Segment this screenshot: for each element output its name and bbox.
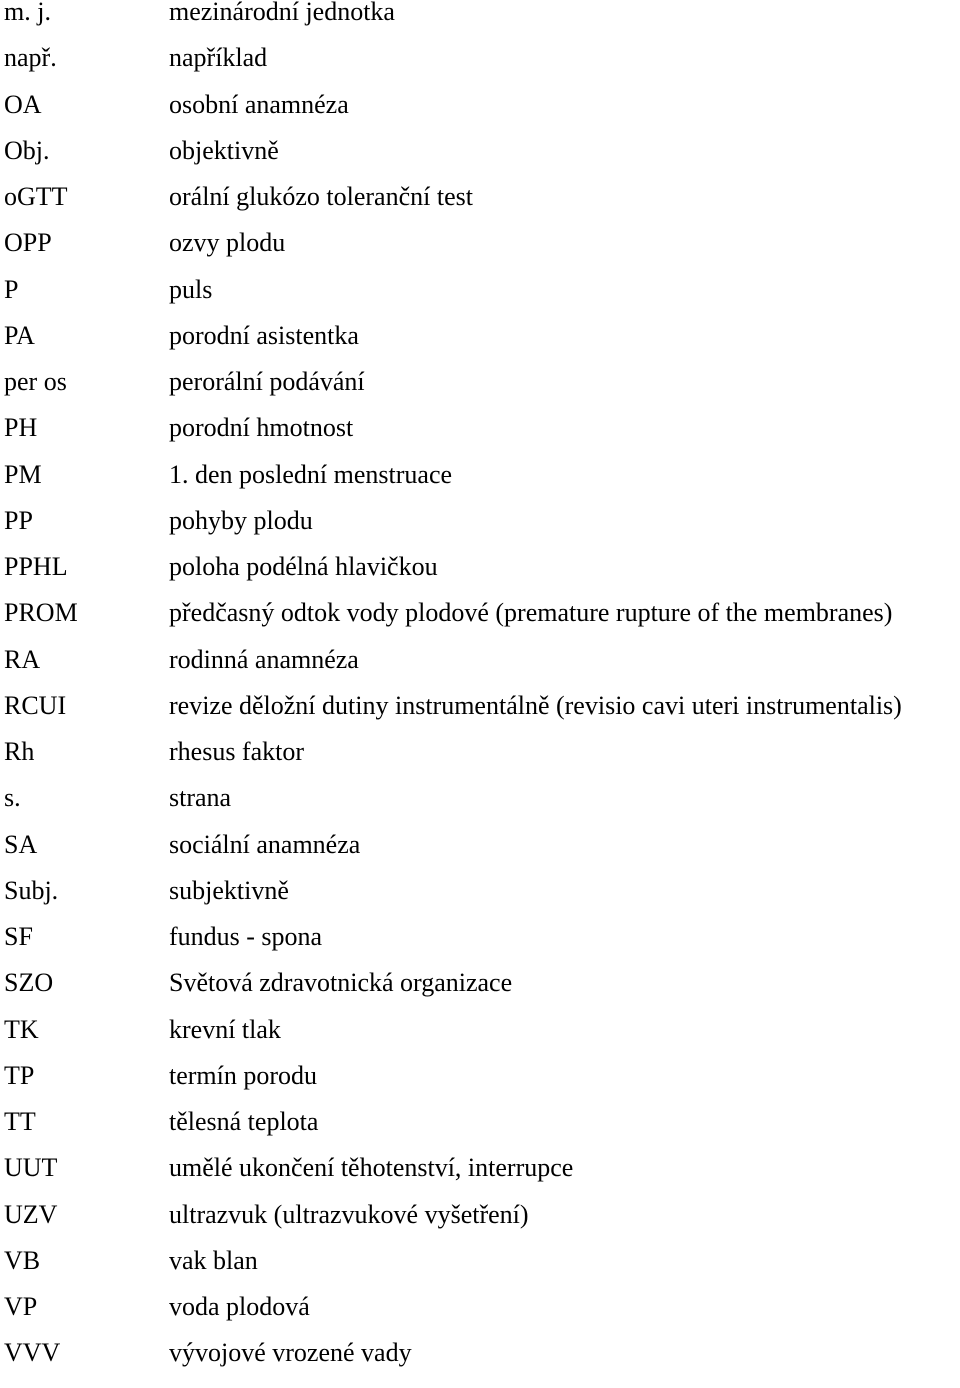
abbreviation-row xyxy=(0,182,960,231)
abbreviation-meaning: mezinárodní jednotka xyxy=(169,0,395,26)
abbreviation-row xyxy=(0,1338,960,1387)
abbreviation-row xyxy=(0,43,960,92)
abbreviation-meaning: poloha podélná hlavičkou xyxy=(169,552,438,581)
abbreviation-row xyxy=(0,135,960,185)
abbreviation-code: oGTT xyxy=(4,182,68,211)
abbreviation-code: VVV xyxy=(4,1338,61,1368)
abbreviation-code: SF xyxy=(4,922,33,951)
abbreviation-code: UZV xyxy=(4,1199,58,1229)
abbreviation-row xyxy=(0,875,960,925)
abbreviation-code: PP xyxy=(4,505,33,535)
abbreviation-code: OA xyxy=(4,89,42,119)
abbreviation-row xyxy=(0,367,960,416)
abbreviation-meaning: porodní hmotnost xyxy=(169,413,354,443)
abbreviation-row xyxy=(0,1245,960,1295)
abbreviation-meaning: subjektivně xyxy=(169,875,289,905)
abbreviation-code: SA xyxy=(4,829,38,859)
abbreviation-meaning: ozvy plodu xyxy=(169,228,286,258)
abbreviation-meaning: rhesus faktor xyxy=(169,737,305,766)
abbreviation-row xyxy=(0,228,960,277)
abbreviation-code: např. xyxy=(4,43,57,73)
abbreviation-code: m. j. xyxy=(4,0,51,26)
abbreviation-row xyxy=(0,1060,960,1110)
abbreviation-row xyxy=(0,505,960,555)
abbreviation-row xyxy=(0,0,960,46)
abbreviation-meaning: Světová zdravotnická organizace xyxy=(169,968,513,998)
abbreviation-meaning: porodní asistentka xyxy=(169,320,359,350)
abbreviation-meaning: osobní anamnéza xyxy=(169,89,349,119)
abbreviation-code: OPP xyxy=(4,228,52,258)
abbreviation-row xyxy=(0,922,960,971)
abbreviation-code: Obj. xyxy=(4,135,50,165)
abbreviation-code: PH xyxy=(4,413,38,443)
abbreviation-code: TK xyxy=(4,1014,39,1044)
abbreviation-meaning: sociální anamnéza xyxy=(169,829,361,859)
abbreviation-code: TP xyxy=(4,1060,35,1090)
abbreviation-meaning: tělesná teplota xyxy=(169,1107,319,1136)
abbreviation-meaning: předčasný odtok vody plodové (premature rupture of the membranes) xyxy=(169,598,893,628)
abbreviation-meaning: voda plodová xyxy=(169,1292,310,1321)
abbreviation-code: RCUI xyxy=(4,690,67,720)
abbreviation-row xyxy=(0,320,960,370)
abbreviation-meaning: vývojové vrozené vady xyxy=(169,1338,412,1368)
abbreviation-row xyxy=(0,598,960,647)
abbreviation-row xyxy=(0,552,960,601)
abbreviation-row xyxy=(0,1153,960,1202)
abbreviation-meaning: strana xyxy=(169,783,232,813)
abbreviation-row xyxy=(0,1107,960,1156)
abbreviation-meaning: 1. den poslední menstruace xyxy=(169,459,453,489)
abbreviation-row xyxy=(0,644,960,694)
abbreviation-meaning: krevní tlak xyxy=(169,1014,281,1044)
abbreviation-meaning: revize děložní dutiny instrumentálně (revisio cavi uteri instrumentalis) xyxy=(169,690,902,720)
abbreviation-code: SZO xyxy=(4,968,54,998)
abbreviation-meaning: perorální podávání xyxy=(169,367,365,396)
abbreviation-meaning: fundus - spona xyxy=(169,922,323,951)
abbreviation-code: UUT xyxy=(4,1153,58,1183)
abbreviation-row xyxy=(0,1292,960,1341)
abbreviation-row xyxy=(0,459,960,509)
abbreviation-code: TT xyxy=(4,1107,36,1136)
abbreviation-row xyxy=(0,829,960,879)
abbreviation-code: per os xyxy=(4,367,67,396)
abbreviation-row xyxy=(0,690,960,740)
abbreviation-row xyxy=(0,89,960,139)
abbreviation-meaning: orální glukózo toleranční test xyxy=(169,182,473,211)
abbreviation-row xyxy=(0,1199,960,1249)
abbreviation-row xyxy=(0,783,960,832)
abbreviation-meaning: pohyby plodu xyxy=(169,505,313,535)
abbreviation-row xyxy=(0,413,960,462)
abbreviation-meaning: umělé ukončení těhotenství, interrupce xyxy=(169,1153,574,1183)
abbreviation-meaning: vak blan xyxy=(169,1245,258,1275)
abbreviation-code: VP xyxy=(4,1292,38,1321)
abbreviation-meaning: objektivně xyxy=(169,135,279,165)
abbreviation-meaning: puls xyxy=(169,274,213,304)
abbreviation-code: PROM xyxy=(4,598,78,628)
abbreviation-code: Rh xyxy=(4,737,35,766)
abbreviation-row xyxy=(0,274,960,324)
abbreviation-code: RA xyxy=(4,644,41,674)
abbreviation-row xyxy=(0,737,960,786)
abbreviation-code: Subj. xyxy=(4,875,59,905)
abbreviation-row xyxy=(0,968,960,1017)
abbreviation-code: PPHL xyxy=(4,552,68,581)
abbreviation-code: VB xyxy=(4,1245,41,1275)
abbreviation-meaning: například xyxy=(169,43,268,73)
abbreviation-code: s. xyxy=(4,783,21,813)
abbreviation-code: P xyxy=(4,274,19,304)
abbreviation-row xyxy=(0,1014,960,1064)
abbreviation-meaning: rodinná anamnéza xyxy=(169,644,359,674)
abbreviation-meaning: ultrazvuk (ultrazvukové vyšetření) xyxy=(169,1199,529,1229)
abbreviation-meaning: termín porodu xyxy=(169,1060,318,1090)
abbreviation-code: PA xyxy=(4,320,35,350)
abbreviation-code: PM xyxy=(4,459,42,489)
